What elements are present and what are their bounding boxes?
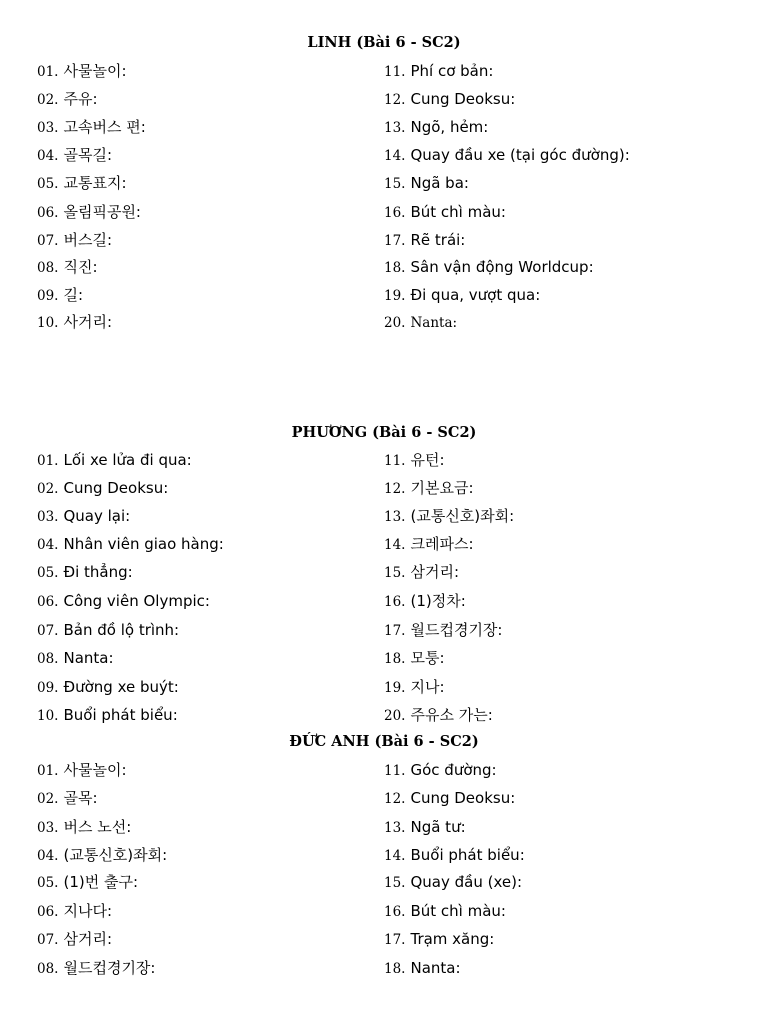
item-text: Ngõ, hẻm:: [410, 118, 489, 136]
list-item: [384, 930, 494, 949]
item-number: 16.: [384, 594, 406, 610]
item-text: 고속버스 편:: [63, 118, 146, 136]
item-number: 04.: [37, 537, 59, 553]
item-text: (교통신호)좌회:: [63, 846, 168, 864]
list-item: [37, 818, 131, 837]
item-text: 주유소 가는:: [410, 706, 493, 724]
item-text: 모퉁:: [410, 649, 445, 667]
item-text: Trạm xăng:: [410, 930, 495, 948]
list-item: [384, 706, 493, 725]
item-text: Công viên Olympic:: [63, 592, 210, 610]
list-item: [384, 118, 488, 137]
item-number: 20.: [384, 315, 406, 331]
list-item: [37, 846, 167, 865]
item-number: 15.: [384, 176, 406, 192]
list-item: [37, 451, 192, 470]
item-number: 01.: [37, 64, 59, 80]
section-title-phuong: PHƯƠNG (Bài 6 - SC2): [291, 424, 477, 441]
item-text: 골목:: [63, 789, 98, 807]
item-number: 13.: [384, 820, 406, 836]
list-item: [384, 451, 445, 470]
item-text: (교통신호)좌회:: [410, 507, 515, 525]
item-number: 08.: [37, 961, 59, 977]
list-item: [384, 507, 514, 526]
item-number: 07.: [37, 623, 59, 639]
item-number: 05.: [37, 176, 59, 192]
list-item: [37, 621, 179, 640]
item-text: 사물놀이:: [63, 62, 127, 80]
item-text: 삼거리:: [63, 930, 113, 948]
item-number: 13.: [384, 509, 406, 525]
item-number: 09.: [37, 288, 59, 304]
item-text: Quay đầu (xe):: [410, 873, 523, 891]
list-item: [37, 930, 112, 949]
item-number: 19.: [384, 288, 406, 304]
item-number: 10.: [37, 708, 59, 724]
item-number: 08.: [37, 260, 59, 276]
list-item: [384, 62, 493, 81]
item-number: 12.: [384, 92, 406, 108]
list-item: [384, 286, 540, 305]
list-item: [37, 507, 130, 526]
item-text: 버스 노선:: [63, 818, 132, 836]
item-text: 버스길:: [63, 231, 113, 249]
list-item: [37, 902, 112, 921]
item-text: Đi thẳng:: [63, 563, 133, 581]
item-number: 11.: [384, 763, 406, 779]
item-number: 07.: [37, 233, 59, 249]
item-text: 기본요금:: [410, 479, 474, 497]
item-text: Cung Deoksu:: [410, 90, 516, 108]
item-text: 유턴:: [410, 451, 445, 469]
item-text: 길:: [63, 286, 84, 304]
list-item: [384, 902, 506, 921]
item-text: Quay đầu xe (tại góc đường):: [410, 146, 630, 164]
list-item: [37, 789, 98, 808]
list-item: [384, 678, 445, 697]
item-number: 03.: [37, 120, 59, 136]
item-number: 09.: [37, 680, 59, 696]
item-text: 직진:: [63, 258, 98, 276]
item-number: 05.: [37, 565, 59, 581]
item-text: Góc đường:: [410, 761, 497, 779]
item-number: 17.: [384, 932, 406, 948]
item-number: 15.: [384, 875, 406, 891]
item-number: 16.: [384, 904, 406, 920]
item-number: 15.: [384, 565, 406, 581]
item-text: 교통표지:: [63, 174, 127, 192]
list-item: [384, 563, 459, 582]
item-text: (1)정차:: [410, 592, 466, 610]
item-number: 13.: [384, 120, 406, 136]
item-number: 03.: [37, 509, 59, 525]
item-text: Bản đồ lộ trình:: [63, 621, 180, 639]
section-title-linh: LINH (Bài 6 - SC2): [307, 34, 461, 51]
list-item: [37, 231, 112, 250]
list-item: [37, 146, 112, 165]
item-text: Đi qua, vượt qua:: [410, 286, 541, 304]
list-item: [384, 818, 466, 837]
item-text: Nhân viên giao hàng:: [63, 535, 224, 553]
item-text: Quay lại:: [63, 507, 131, 525]
item-text: Lối xe lửa đi qua:: [63, 451, 192, 469]
list-item: [37, 761, 127, 780]
list-item: [37, 203, 141, 222]
list-item: [37, 959, 155, 978]
item-number: 11.: [384, 64, 406, 80]
item-number: 12.: [384, 791, 406, 807]
list-item: [37, 706, 178, 725]
item-text: 사물놀이:: [63, 761, 127, 779]
list-item: [384, 592, 466, 611]
item-text: Nanta:: [63, 649, 114, 667]
list-item: [384, 535, 474, 554]
list-item: [384, 146, 630, 165]
item-number: 02.: [37, 791, 59, 807]
item-number: 11.: [384, 453, 406, 469]
item-text: Ngã ba:: [410, 174, 469, 192]
list-item: [37, 174, 127, 193]
item-number: 08.: [37, 651, 59, 667]
item-number: 14.: [384, 848, 406, 864]
item-text: 올림픽공원:: [63, 203, 141, 221]
list-item: [384, 203, 506, 222]
list-item: [384, 90, 515, 109]
list-item: [37, 258, 98, 277]
item-text: 주유:: [63, 90, 98, 108]
item-number: 17.: [384, 623, 406, 639]
item-text: 삼거리:: [410, 563, 460, 581]
list-item: [37, 118, 146, 137]
list-item: [384, 761, 497, 780]
item-number: 02.: [37, 92, 59, 108]
item-number: 07.: [37, 932, 59, 948]
list-item: [37, 286, 83, 305]
item-text: Sân vận động Worldcup:: [410, 258, 594, 276]
item-number: 20.: [384, 708, 406, 724]
item-text: 월드컵경기장:: [410, 621, 503, 639]
item-number: 14.: [384, 148, 406, 164]
list-item: [37, 535, 224, 554]
item-number: 05.: [37, 875, 59, 891]
list-item: [37, 313, 112, 332]
list-item: [384, 846, 525, 865]
item-number: 06.: [37, 594, 59, 610]
item-text: Nanta:: [410, 959, 461, 977]
item-text: Ngã tư:: [410, 818, 466, 836]
item-text: Bút chì màu:: [410, 902, 506, 920]
item-text: Cung Deoksu:: [410, 789, 516, 807]
item-text: Rẽ trái:: [410, 231, 466, 249]
list-item: [37, 678, 179, 697]
item-text: Bút chì màu:: [410, 203, 506, 221]
item-text: 골목길:: [63, 146, 113, 164]
list-item: [37, 479, 168, 498]
list-item: [384, 789, 515, 808]
list-item: [384, 479, 474, 498]
item-number: 18.: [384, 651, 406, 667]
item-text: Đường xe buýt:: [63, 678, 179, 696]
item-number: 17.: [384, 233, 406, 249]
list-item: [37, 62, 127, 81]
item-number: 04.: [37, 848, 59, 864]
list-item: [37, 90, 98, 109]
list-item: [384, 621, 502, 640]
list-item: [37, 649, 114, 668]
item-text: Cung Deoksu:: [63, 479, 169, 497]
list-item: [384, 873, 522, 892]
item-text: 크레파스:: [410, 535, 474, 553]
item-number: 02.: [37, 481, 59, 497]
list-item: [384, 649, 445, 668]
item-text: Phí cơ bản:: [410, 62, 494, 80]
list-item: [384, 258, 594, 277]
item-text: 지나:: [410, 678, 445, 696]
list-item: [37, 563, 133, 582]
item-number: 04.: [37, 148, 59, 164]
item-text: (1)번 출구:: [63, 873, 139, 891]
item-text: Buổi phát biểu:: [63, 706, 178, 724]
item-number: 03.: [37, 820, 59, 836]
item-number: 18.: [384, 961, 406, 977]
item-text: Buổi phát biểu:: [410, 846, 525, 864]
item-text: 월드컵경기장:: [63, 959, 156, 977]
list-item: [384, 231, 465, 250]
item-text: 사거리:: [63, 313, 113, 331]
item-text: Nanta:: [410, 315, 458, 331]
list-item: [37, 592, 210, 611]
item-number: 12.: [384, 481, 406, 497]
list-item: [384, 959, 461, 978]
list-item: [384, 174, 469, 193]
item-number: 18.: [384, 260, 406, 276]
item-number: 14.: [384, 537, 406, 553]
list-item: [37, 873, 138, 892]
item-number: 01.: [37, 453, 59, 469]
item-number: 10.: [37, 315, 59, 331]
list-item: [384, 313, 457, 332]
item-number: 06.: [37, 904, 59, 920]
item-number: 06.: [37, 205, 59, 221]
item-number: 19.: [384, 680, 406, 696]
item-text: 지나다:: [63, 902, 113, 920]
item-number: 16.: [384, 205, 406, 221]
section-title-duc-anh: ĐỨC ANH (Bài 6 - SC2): [289, 733, 479, 750]
item-number: 01.: [37, 763, 59, 779]
